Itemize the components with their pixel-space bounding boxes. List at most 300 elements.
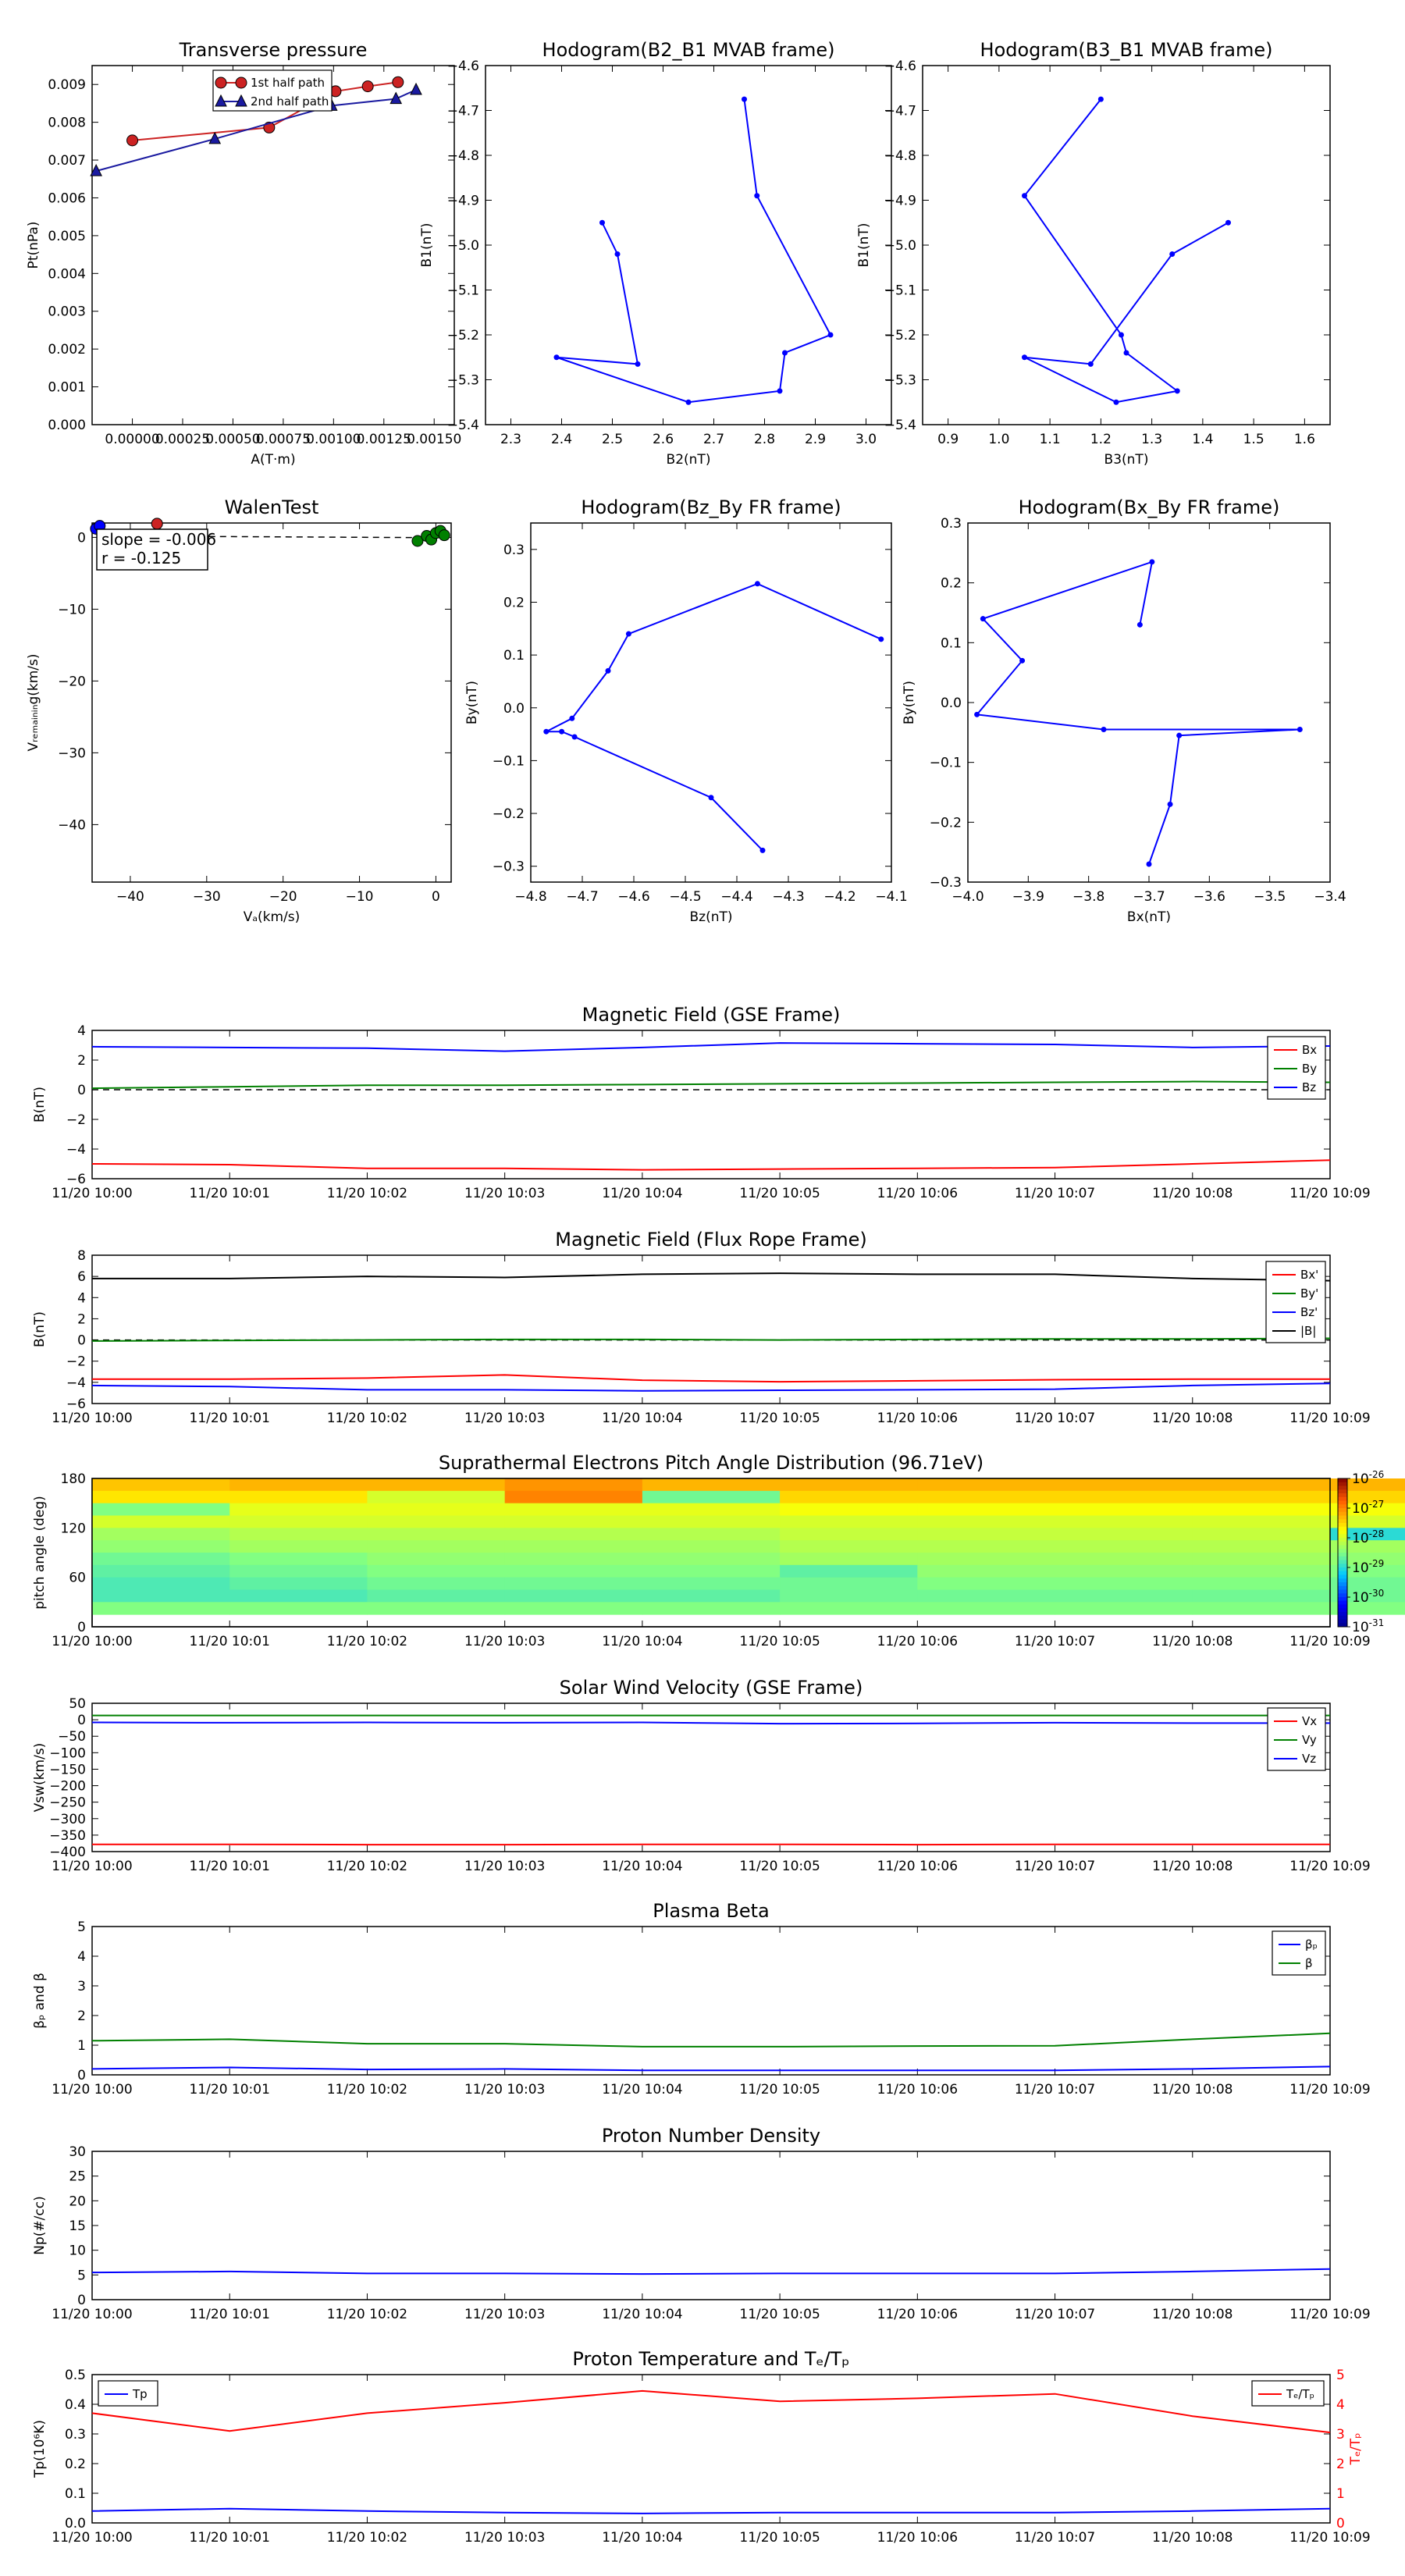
chart-title: Transverse pressure <box>179 39 368 61</box>
y-tick-label: −400 <box>49 1845 86 1860</box>
heatmap-cell <box>229 1516 368 1528</box>
x-tick-label: 11/20 10:05 <box>739 1634 820 1649</box>
data-point <box>754 193 759 198</box>
plot-frame <box>92 1703 1330 1852</box>
x-tick-label: 0.00100 <box>306 432 361 447</box>
heatmap-cell <box>1055 1602 1193 1614</box>
legend-label: Vy <box>1302 1733 1317 1747</box>
chart-hodogram-bx-by <box>902 496 1346 925</box>
y-tick-label: 2 <box>1336 2457 1345 2472</box>
y-tick-label: 2 <box>77 1311 86 1328</box>
annotation-r: r = -0.125 <box>101 549 182 568</box>
y-tick-label: 0.3 <box>503 542 525 558</box>
heatmap-cell <box>1055 1578 1193 1590</box>
y-axis-label: Vᵣₑₘₐᵢₙᵢₙg(km/s) <box>26 653 41 752</box>
chart-hodogram-b3-b1 <box>856 39 1330 468</box>
x-tick-label: 11/20 10:03 <box>464 2307 546 2322</box>
y-tick-label: −4.7 <box>446 103 479 119</box>
colorbar-segment <box>1338 1493 1347 1497</box>
x-tick-label: −4.5 <box>669 889 702 905</box>
heatmap-cell <box>367 1503 505 1516</box>
colorbar-segment <box>1338 1497 1347 1501</box>
x-tick-label: −4.6 <box>617 889 650 905</box>
chart-magnetic-field-gse <box>32 1004 1371 1201</box>
x-axis-label: Bx(nT) <box>1126 909 1172 925</box>
y-tick-label: −4.7 <box>884 103 916 119</box>
y-tick-label: −5.3 <box>884 372 916 389</box>
colorbar-segment <box>1338 1489 1347 1493</box>
y-tick-label: 0.3 <box>64 2427 86 2443</box>
heatmap-cell <box>642 1578 781 1590</box>
chart-title: Hodogram(Bz_By FR frame) <box>581 496 841 518</box>
x-tick-label: 11/20 10:04 <box>602 2082 683 2097</box>
heatmap-cell <box>642 1516 781 1528</box>
x-tick-label: 11/20 10:08 <box>1152 1186 1233 1201</box>
chart-walen-test <box>26 496 451 925</box>
x-tick-label: 11/20 10:01 <box>189 2530 270 2546</box>
y-tick-label: 0.5 <box>64 2368 86 2383</box>
legend-label: β <box>1305 1956 1313 1970</box>
y-tick-label: −4 <box>66 1375 86 1391</box>
data-point <box>1225 220 1231 226</box>
x-tick-label: 0.00000 <box>105 432 160 447</box>
heatmap-cell <box>92 1528 230 1540</box>
x-tick-label: 11/20 10:09 <box>1289 1186 1371 1201</box>
x-tick-label: −3.7 <box>1133 889 1165 905</box>
x-tick-label: 11/20 10:00 <box>52 1634 133 1649</box>
y-tick-label: 0.2 <box>503 595 525 611</box>
heatmap-cell <box>917 1478 1055 1491</box>
chart-title: Magnetic Field (Flux Rope Frame) <box>555 1229 867 1251</box>
heatmap-cell <box>917 1491 1055 1503</box>
colorbar-segment <box>1338 1482 1347 1486</box>
data-point <box>411 84 422 94</box>
y-tick-label: −4 <box>66 1142 86 1158</box>
heatmap-cell <box>367 1491 505 1503</box>
heatmap-cell <box>505 1503 643 1516</box>
heatmap-cell <box>229 1565 368 1578</box>
x-axis-label: B2(nT) <box>666 452 711 468</box>
y-tick-label: −20 <box>58 674 86 690</box>
heatmap-cell <box>367 1553 505 1565</box>
y-tick-label: −5.1 <box>446 283 479 299</box>
data-point <box>606 668 611 674</box>
heatmap-cell <box>505 1578 643 1590</box>
y-tick-label: 0.2 <box>940 575 962 592</box>
y-tick-label: −5.0 <box>446 238 479 254</box>
heatmap-cell <box>229 1503 368 1516</box>
x-tick-label: 11/20 10:04 <box>602 2530 683 2546</box>
y-tick-label: −0.3 <box>929 875 962 891</box>
x-tick-label: 11/20 10:06 <box>877 1859 959 1874</box>
x-tick-label: 11/20 10:02 <box>326 2307 408 2322</box>
y-tick-label: 6 <box>77 1269 86 1286</box>
y-tick-label: 10 <box>69 2243 86 2259</box>
y-axis-label: pitch angle (deg) <box>32 1496 48 1610</box>
y-tick-label: −5.2 <box>446 328 479 343</box>
heatmap-cell <box>92 1491 230 1503</box>
heatmap-cells <box>92 1478 1405 1615</box>
plot-layer <box>26 39 1405 2546</box>
heatmap-cell <box>92 1565 230 1578</box>
series-line <box>92 1082 1330 1089</box>
data-point <box>1119 333 1124 338</box>
heatmap-cell <box>780 1578 918 1590</box>
x-tick-label: 11/20 10:03 <box>464 2082 546 2097</box>
heatmap-cell <box>367 1478 505 1491</box>
y-tick-label: −300 <box>49 1811 86 1827</box>
x-tick-label: 11/20 10:05 <box>739 2307 820 2322</box>
colorbar-segment <box>1338 1538 1347 1542</box>
series-line <box>546 584 881 851</box>
x-tick-label: 11/20 10:06 <box>877 2530 959 2546</box>
y-tick-label: 25 <box>69 2169 86 2185</box>
y-tick-label: −5.4 <box>884 418 916 433</box>
colorbar-segment <box>1338 1549 1347 1553</box>
colorbar-segment <box>1338 1512 1347 1516</box>
colorbar-segment <box>1338 1567 1347 1571</box>
y-tick-label: −5.1 <box>884 283 916 299</box>
colorbar-base: 10 <box>1352 1560 1369 1576</box>
heatmap-cell <box>642 1478 781 1491</box>
x-tick-label: 11/20 10:02 <box>326 1186 408 1201</box>
y-tick-label: 3 <box>1336 2427 1345 2443</box>
x-tick-label: 11/20 10:03 <box>464 2530 546 2546</box>
y-tick-label: −2 <box>66 1354 86 1370</box>
x-tick-label: 11/20 10:04 <box>602 2307 683 2322</box>
heatmap-cell <box>367 1528 505 1540</box>
y-tick-label: 4 <box>1336 2397 1345 2413</box>
y-axis-label: B(nT) <box>32 1311 48 1348</box>
series-line <box>977 562 1300 864</box>
heatmap-cell <box>367 1602 505 1614</box>
chart-title: Hodogram(B2_B1 MVAB frame) <box>542 39 835 61</box>
y-tick-label: 5 <box>1336 2368 1345 2383</box>
x-tick-label: 11/20 10:09 <box>1289 2307 1371 2322</box>
y-tick-label: 0.4 <box>64 2397 86 2413</box>
y-tick-label: 0.002 <box>48 342 86 358</box>
heatmap-cell <box>780 1590 918 1603</box>
x-tick-label: 11/20 10:07 <box>1014 1859 1096 1874</box>
data-point <box>615 251 621 257</box>
chart-plasma-beta <box>32 1900 1371 2097</box>
heatmap-cell <box>505 1478 643 1491</box>
x-tick-label: 11/20 10:00 <box>52 1411 133 1426</box>
x-tick-label: 2.5 <box>601 432 624 447</box>
colorbar-segment <box>1338 1612 1347 1616</box>
heatmap-cell <box>505 1528 643 1540</box>
data-point <box>554 354 560 360</box>
chart-title: Hodogram(B3_B1 MVAB frame) <box>980 39 1273 61</box>
y-tick-label: 0.009 <box>48 77 86 94</box>
y-tick-label: −6 <box>66 1397 86 1412</box>
chart-title: Proton Temperature and Tₑ/Tₚ <box>572 2348 850 2370</box>
y-tick-label: −4.6 <box>446 59 479 74</box>
heatmap-cell <box>92 1516 230 1528</box>
x-tick-label: 11/20 10:01 <box>189 1859 270 1874</box>
heatmap-cell <box>917 1602 1055 1614</box>
legend-label: Vz <box>1302 1752 1317 1766</box>
data-point <box>151 518 162 529</box>
x-tick-label: 1.1 <box>1039 432 1061 447</box>
colorbar-exponent: -28 <box>1368 1528 1385 1539</box>
series-line <box>92 2066 1330 2070</box>
legend-label: Bx <box>1302 1043 1318 1057</box>
colorbar-segment <box>1338 1557 1347 1560</box>
data-point <box>1149 559 1154 564</box>
legend-label: Tp <box>133 2387 148 2401</box>
y-tick-label: −0.3 <box>492 859 525 875</box>
x-tick-label: −20 <box>269 889 297 905</box>
heatmap-cell <box>780 1553 918 1565</box>
y-tick-label: −0.1 <box>929 755 962 771</box>
x-tick-label: 2.7 <box>702 432 725 447</box>
chart-title: Suprathermal Electrons Pitch Angle Distribution (96.71eV) <box>438 1452 984 1474</box>
heatmap-cell <box>229 1578 368 1590</box>
heatmap-cell <box>229 1528 368 1540</box>
x-tick-label: 11/20 10:06 <box>877 1634 959 1649</box>
data-point <box>572 734 578 739</box>
data-point <box>974 712 980 717</box>
colorbar-segment <box>1338 1590 1347 1594</box>
x-tick-label: −4.3 <box>772 889 805 905</box>
chart-title: Proton Number Density <box>601 2125 821 2147</box>
heatmap-cell <box>1055 1491 1193 1503</box>
x-tick-label: −3.9 <box>1012 889 1044 905</box>
colorbar-base: 10 <box>1352 1501 1369 1517</box>
heatmap-cell <box>92 1540 230 1553</box>
heatmap-cell <box>1193 1478 1331 1491</box>
y-tick-label: 0 <box>77 1620 86 1635</box>
heatmap-cell <box>229 1478 368 1491</box>
heatmap-cell <box>642 1602 781 1614</box>
data-point <box>782 350 788 356</box>
heatmap-cell <box>1055 1565 1193 1578</box>
heatmap-cell <box>1193 1578 1331 1590</box>
series-line <box>92 2509 1330 2514</box>
heatmap-cell <box>505 1540 643 1553</box>
y-tick-label: 1 <box>77 2038 86 2054</box>
colorbar-segment <box>1338 1620 1347 1624</box>
x-tick-label: 11/20 10:07 <box>1014 2307 1096 2322</box>
heatmap-cell <box>642 1491 781 1503</box>
y-tick-label: 0.2 <box>64 2457 86 2472</box>
data-point <box>1022 193 1027 198</box>
x-tick-label: −3.6 <box>1193 889 1225 905</box>
colorbar-segment <box>1338 1560 1347 1564</box>
heatmap-cell <box>642 1540 781 1553</box>
y-tick-label: −4.9 <box>884 193 916 209</box>
series-line <box>92 1383 1330 1391</box>
data-point <box>390 93 401 104</box>
y-tick-label: 1 <box>1336 2486 1345 2502</box>
data-point <box>626 632 631 637</box>
x-tick-label: 11/20 10:07 <box>1014 2082 1096 2097</box>
colorbar-segment <box>1338 1564 1347 1567</box>
y-tick-label: 0.0 <box>503 700 525 717</box>
x-tick-label: 11/20 10:08 <box>1152 2307 1233 2322</box>
x-tick-label: −30 <box>192 889 221 905</box>
x-tick-label: 11/20 10:09 <box>1289 1859 1371 1874</box>
x-tick-label: 11/20 10:04 <box>602 1634 683 1649</box>
x-tick-label: 11/20 10:05 <box>739 2082 820 2097</box>
y-tick-label: 5 <box>77 2268 86 2284</box>
legend-label: Bz <box>1302 1080 1317 1094</box>
data-point <box>599 220 605 226</box>
x-tick-label: −10 <box>345 889 374 905</box>
colorbar-segment <box>1338 1519 1347 1523</box>
x-tick-label: 0.9 <box>937 432 959 447</box>
y-tick-label: 0.0 <box>940 696 962 711</box>
legend-label: 1st half path <box>251 76 325 90</box>
series-line <box>92 2391 1330 2432</box>
data-point <box>760 848 766 853</box>
data-point <box>828 333 834 338</box>
y-axis-label-right: Tₑ/Tₚ <box>1348 2432 1364 2465</box>
heatmap-cell <box>505 1516 643 1528</box>
x-tick-label: 2.8 <box>753 432 776 447</box>
data-point <box>1176 733 1182 738</box>
heatmap-cell <box>229 1553 368 1565</box>
y-tick-label: −150 <box>49 1762 86 1778</box>
heatmap-cell <box>917 1528 1055 1540</box>
x-tick-label: 11/20 10:07 <box>1014 1634 1096 1649</box>
heatmap-cell <box>917 1516 1055 1528</box>
x-tick-label: −4.2 <box>823 889 856 905</box>
y-tick-label: 3 <box>77 1979 86 1994</box>
data-point <box>878 636 884 642</box>
x-tick-label: 1.6 <box>1293 432 1315 447</box>
colorbar-exponent: -31 <box>1368 1617 1385 1628</box>
y-tick-label: −6 <box>66 1172 86 1187</box>
heatmap-cell <box>367 1540 505 1553</box>
data-point <box>635 361 641 367</box>
y-axis-label: Pt(nPa) <box>26 221 41 269</box>
y-tick-label: −2 <box>66 1112 86 1128</box>
x-tick-label: 11/20 10:00 <box>52 2530 133 2546</box>
x-tick-label: 11/20 10:05 <box>739 1186 820 1201</box>
heatmap-cell <box>1193 1491 1331 1503</box>
plot-frame <box>92 66 454 425</box>
x-tick-label: 11/20 10:03 <box>464 1859 546 1874</box>
y-tick-label: 0.1 <box>940 635 962 652</box>
colorbar-segment <box>1338 1501 1347 1505</box>
data-point <box>1098 97 1104 102</box>
y-axis-label: βₚ and β <box>32 1973 48 2029</box>
x-tick-label: −40 <box>116 889 144 905</box>
colorbar-segment <box>1338 1605 1347 1609</box>
x-tick-label: 11/20 10:06 <box>877 1186 959 1201</box>
heatmap-cell <box>92 1478 230 1491</box>
legend-label: Vx <box>1302 1714 1318 1728</box>
y-tick-label: 0.007 <box>48 153 86 169</box>
heatmap-cell <box>1055 1516 1193 1528</box>
x-tick-label: 2.3 <box>500 432 522 447</box>
data-point <box>1088 361 1094 367</box>
x-tick-label: 2.9 <box>804 432 827 447</box>
x-tick-label: −3.5 <box>1254 889 1286 905</box>
x-tick-label: 11/20 10:00 <box>52 1186 133 1201</box>
y-tick-label: −4.9 <box>446 193 479 209</box>
data-point <box>1147 862 1152 867</box>
heatmap-cell <box>92 1503 230 1516</box>
colorbar-segment <box>1338 1578 1347 1582</box>
x-tick-label: 11/20 10:01 <box>189 1411 270 1426</box>
x-tick-label: 1.3 <box>1141 432 1163 447</box>
heatmap-cell <box>367 1565 505 1578</box>
y-tick-label: −5.2 <box>884 328 916 343</box>
y-tick-label: −10 <box>58 602 86 618</box>
y-tick-label: 30 <box>69 2144 86 2160</box>
legend-label: Bz' <box>1300 1305 1318 1319</box>
series-line <box>92 2269 1330 2274</box>
chart-title: Plasma Beta <box>653 1900 770 1922</box>
heatmap-cell <box>505 1553 643 1565</box>
heatmap-cell <box>229 1491 368 1503</box>
colorbar-segment <box>1338 1616 1347 1620</box>
colorbar-base: 10 <box>1352 1471 1369 1487</box>
heatmap-cell <box>780 1602 918 1614</box>
x-axis-label: B3(nT) <box>1104 452 1149 468</box>
y-axis-label: Vsw(km/s) <box>32 1742 48 1813</box>
colorbar-segment <box>1338 1608 1347 1612</box>
y-tick-label: −4.8 <box>446 148 479 164</box>
heatmap-cell <box>229 1602 368 1614</box>
x-tick-label: 11/20 10:05 <box>739 1411 820 1426</box>
data-point <box>1137 622 1143 628</box>
legend-label: Bx' <box>1300 1268 1319 1282</box>
y-tick-label: −4.6 <box>884 59 916 74</box>
heatmap-cell <box>1055 1540 1193 1553</box>
x-tick-label: 11/20 10:03 <box>464 1186 546 1201</box>
x-tick-label: 11/20 10:03 <box>464 1411 546 1426</box>
data-point <box>1169 251 1175 257</box>
x-tick-label: 11/20 10:02 <box>326 1634 408 1649</box>
series-line <box>92 1722 1330 1724</box>
legend-label: By <box>1302 1062 1318 1076</box>
colorbar-segment <box>1338 1523 1347 1527</box>
heatmap-cell <box>1193 1503 1331 1516</box>
colorbar-segment <box>1338 1504 1347 1508</box>
heatmap-cell <box>780 1491 918 1503</box>
y-tick-label: 60 <box>69 1570 86 1586</box>
colorbar-segment <box>1338 1597 1347 1601</box>
x-tick-label: 11/20 10:08 <box>1152 1411 1233 1426</box>
y-axis-label: B1(nT) <box>419 222 435 268</box>
colorbar-base: 10 <box>1352 1590 1369 1606</box>
x-axis-label: Bz(nT) <box>689 909 733 925</box>
data-point <box>559 729 564 735</box>
series-line <box>92 1160 1330 1169</box>
x-tick-label: −3.8 <box>1072 889 1105 905</box>
x-tick-label: 2.6 <box>652 432 674 447</box>
colorbar-segment <box>1338 1508 1347 1512</box>
chart-solar-wind-velocity <box>32 1677 1371 1874</box>
series-line <box>92 1273 1330 1281</box>
y-tick-label: 0 <box>77 1083 86 1098</box>
x-tick-label: 11/20 10:04 <box>602 1186 683 1201</box>
heatmap-cell <box>917 1565 1055 1578</box>
x-tick-label: 11/20 10:08 <box>1152 1634 1233 1649</box>
heatmap-cell <box>505 1565 643 1578</box>
data-point <box>742 97 747 102</box>
data-point <box>393 76 404 87</box>
y-axis-label: By(nT) <box>464 680 480 725</box>
x-tick-label: 11/20 10:08 <box>1152 2530 1233 2546</box>
heatmap-cell <box>92 1578 230 1590</box>
colorbar-segment <box>1338 1542 1347 1546</box>
heatmap-cell <box>1055 1503 1193 1516</box>
